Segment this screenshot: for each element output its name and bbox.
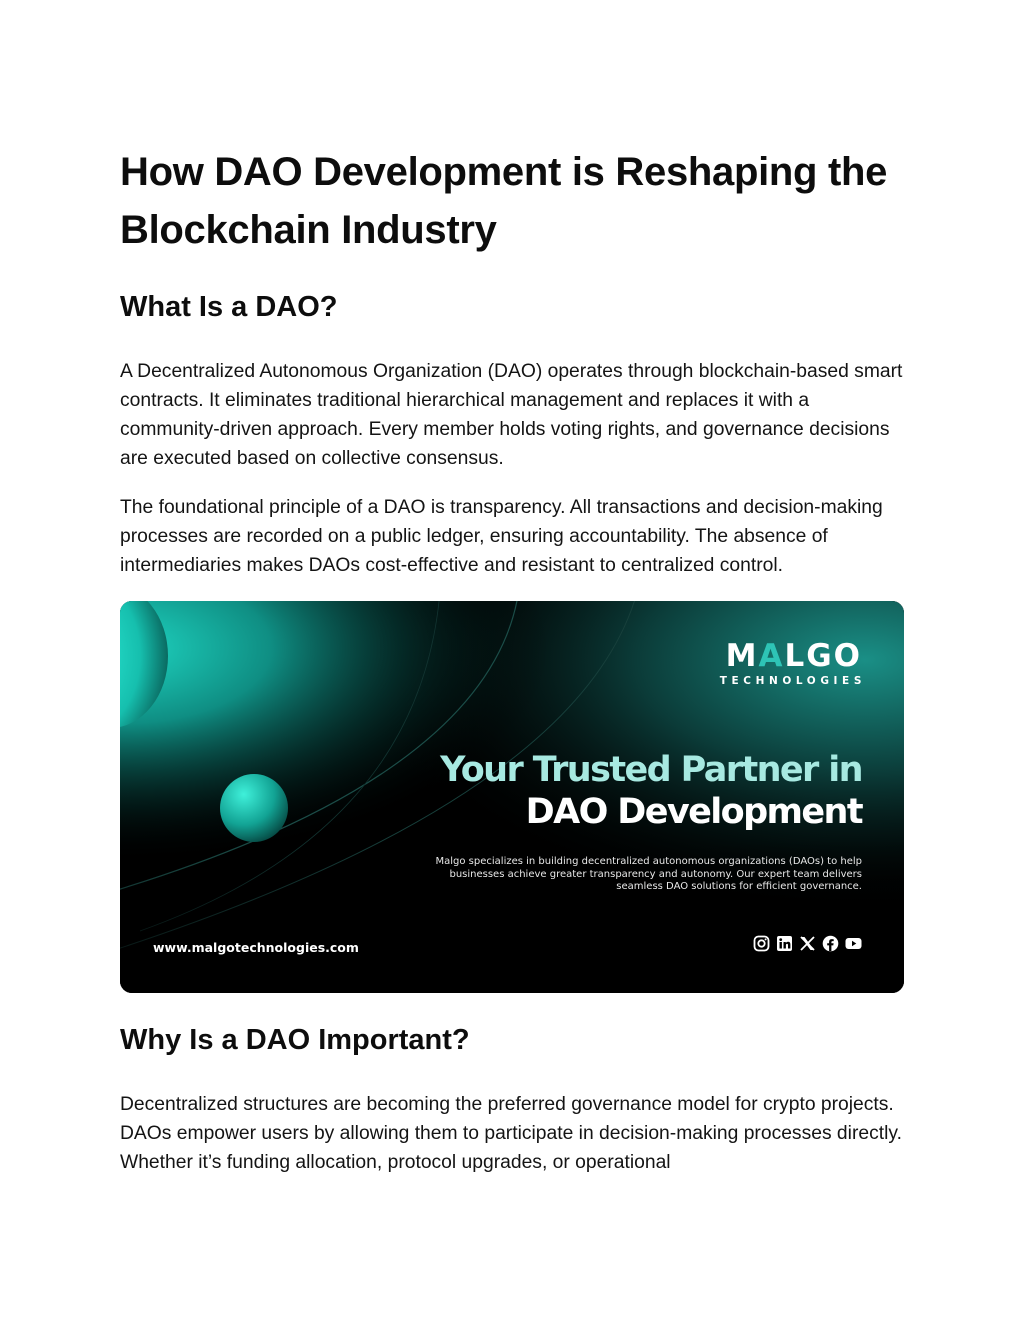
linkedin-icon bbox=[776, 935, 793, 952]
paragraph-dao-definition: A Decentralized Autonomous Organization (DAO) operates through blockchain-based smart contracts. It eliminates traditional hierarchical management and replaces it with a community-driven approach. Every member holds voting rights, and governance decisions are executed based on collective consensus. bbox=[120, 361, 903, 469]
x-icon bbox=[799, 935, 816, 952]
banner-description: Malgo specializes in building decentralized autonomous organizations (DAOs) to help businesses achieve greater transparency and autonomy. Our expert team delivers seamless DAO solutions for efficient governance. bbox=[435, 856, 862, 892]
banner-headline-line1: Your Trusted Partner in bbox=[440, 750, 862, 790]
logo-text-accent: A bbox=[758, 638, 785, 674]
paragraph-dao-transparency: The foundational principle of a DAO is transparency. All transactions and decision-making processes are recorded on a public ledger, ensuring accountability. The absence of intermediaries makes DAOs cost-effective and resistant to centralized control. bbox=[120, 497, 883, 576]
social-icons-row bbox=[753, 935, 862, 952]
youtube-icon bbox=[845, 935, 862, 952]
promo-banner-image bbox=[120, 601, 904, 993]
malgo-logo bbox=[719, 638, 866, 687]
logo-text-suffix: LGO bbox=[784, 638, 862, 674]
logo-subtitle: TECHNOLOGIES bbox=[719, 675, 866, 687]
instagram-icon bbox=[753, 935, 770, 952]
banner-headline bbox=[440, 749, 862, 833]
paragraph-dao-importance: Decentralized structures are becoming the preferred governance model for crypto projects. DAOs empower users by allowing them to participate in decision-making processes directly. Whether it’s funding allocation, protocol upgrades, or operational bbox=[120, 1094, 902, 1173]
banner-website-url: www.malgotechnologies.com bbox=[153, 940, 359, 955]
section-heading-why-dao-important: Why Is a DAO Important? bbox=[120, 1024, 470, 1056]
logo-text-prefix: M bbox=[725, 638, 759, 674]
facebook-icon bbox=[822, 935, 839, 952]
section-heading-what-is-dao: What Is a DAO? bbox=[120, 291, 338, 323]
banner-headline-line2: DAO Development bbox=[525, 792, 862, 832]
page-title: How DAO Development is Reshaping the Blockchain Industry bbox=[120, 150, 888, 252]
